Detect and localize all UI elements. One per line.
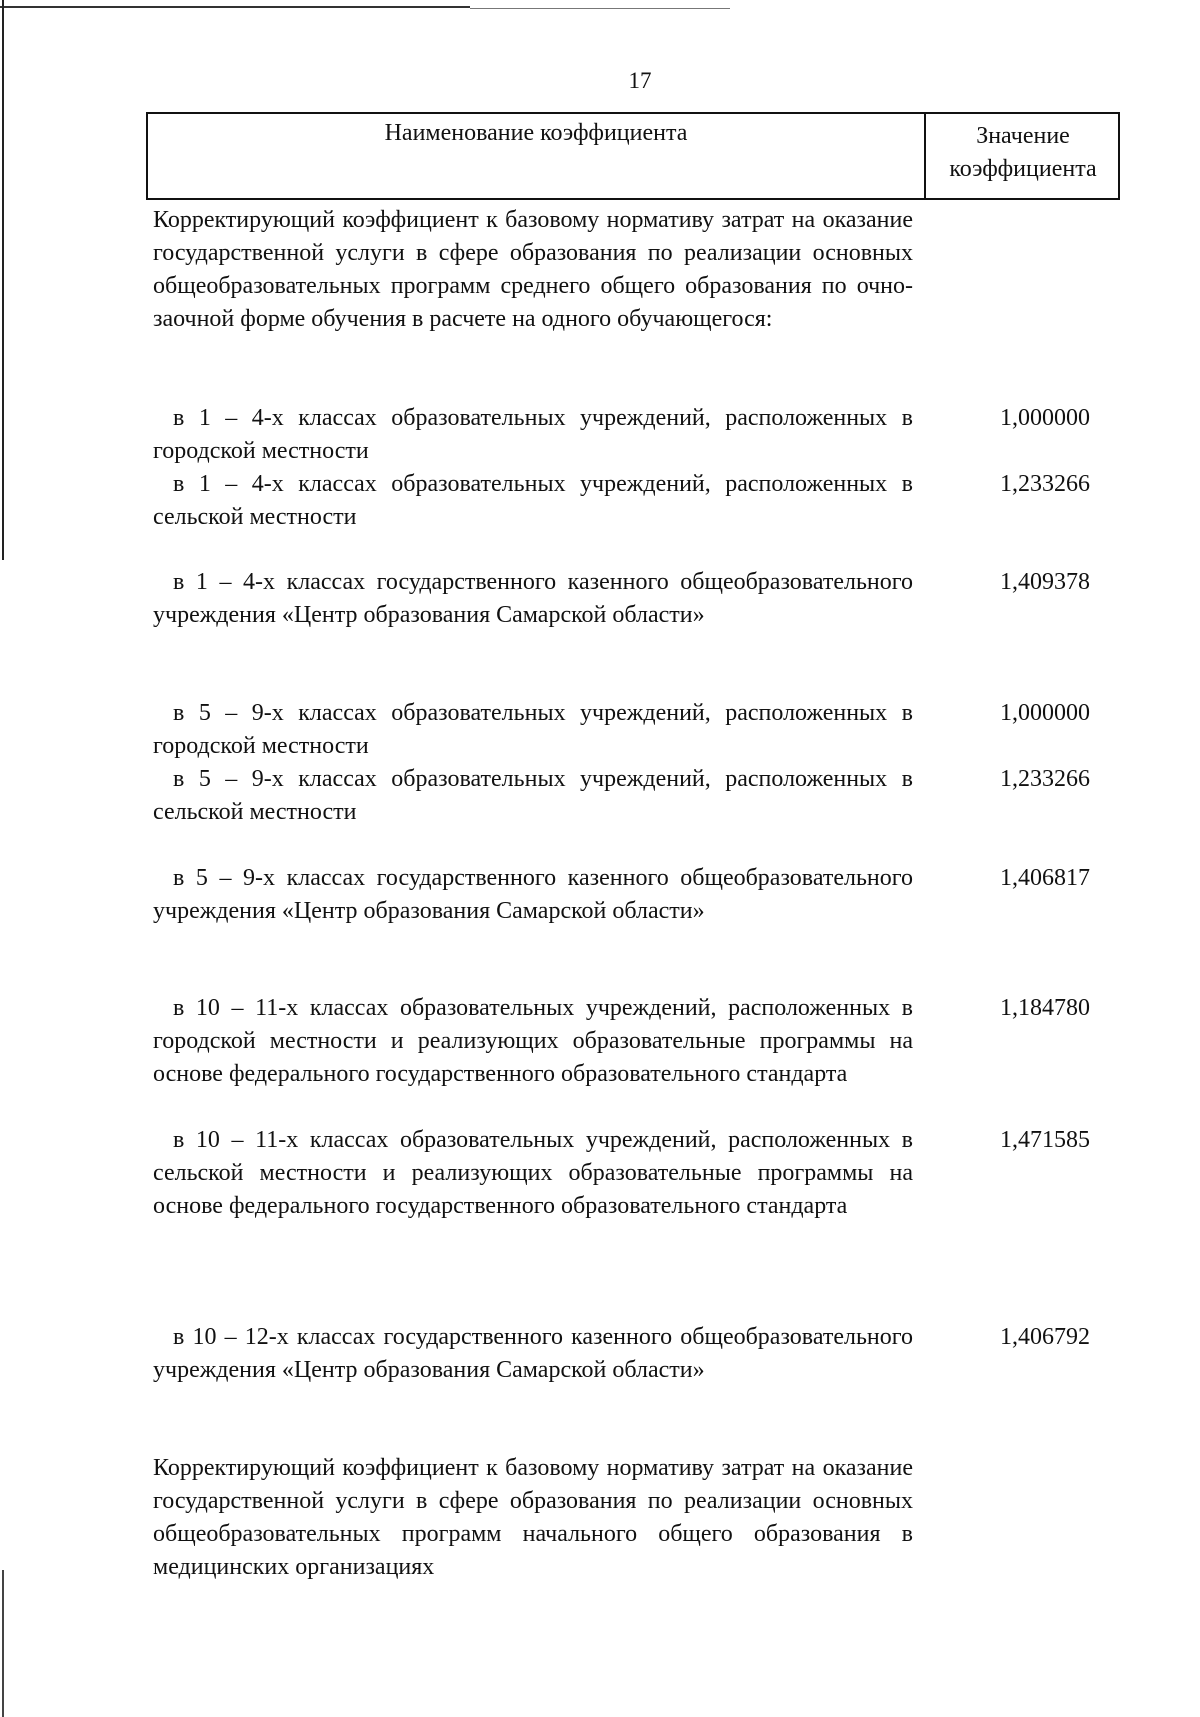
scan-artifact-left xyxy=(2,0,4,560)
row-6-value: 1,406817 xyxy=(1000,865,1090,891)
row-4-value: 1,000000 xyxy=(1000,700,1090,726)
page-number: 17 xyxy=(628,68,652,93)
row-1-text: в 1 – 4-х классах образовательных учреждений, расположенных в городской местности xyxy=(153,405,913,464)
row-2-text: в 1 – 4-х классах образовательных учреждений, расположенных в сельской местности xyxy=(153,471,913,530)
row-3-text: в 1 – 4-х классах государственного казенного общеобразовательного учреждения «Центр образования Самарской области» xyxy=(153,569,913,628)
row-4-text: в 5 – 9-х классах образовательных учреждений, расположенных в городской местности xyxy=(153,700,913,759)
row-8-value: 1,471585 xyxy=(1000,1127,1090,1153)
row-1-value: 1,000000 xyxy=(1000,405,1090,431)
row-6-text: в 5 – 9-х классах государственного казенного общеобразовательного учреждения «Центр образования Самарской области» xyxy=(153,865,913,924)
row-5-value: 1,233266 xyxy=(1000,766,1090,792)
row-3-value: 1,409378 xyxy=(1000,569,1090,595)
scan-artifact-top xyxy=(0,6,470,8)
header-value-label xyxy=(926,120,1120,186)
header-value-line2: коэффициента xyxy=(949,156,1097,182)
header-value-line1: Значение xyxy=(976,123,1070,149)
row-2-value: 1,233266 xyxy=(1000,471,1090,497)
scan-artifact-left-lower xyxy=(2,1570,4,1717)
row-9-text: в 10 – 12-х классах государственного казенного общеобразовательного учреждения «Центр образования Самарской области» xyxy=(153,1324,913,1383)
row-9-value: 1,406792 xyxy=(1000,1324,1090,1350)
scan-artifact-top-thin xyxy=(470,8,730,9)
table-header xyxy=(146,112,1120,200)
header-name-label: Наименование коэффициента xyxy=(384,120,688,146)
row-8-text: в 10 – 11-х классах образовательных учреждений, расположенных в сельской местности и реализующих образовательные программы на основе федерального государственного образовательного стандарта xyxy=(153,1127,913,1219)
row-7-text: в 10 – 11-х классах образовательных учреждений, расположенных в городской местности и реализующих образовательные программы на основе федерального государственного образовательного стандарта xyxy=(153,995,913,1087)
closing-paragraph: Корректирующий коэффициент к базовому нормативу затрат на оказание государственной услуги в сфере образования по реализации основных общеобразовательных программ начального общего образования в медицинских организациях xyxy=(153,1455,913,1580)
row-7-value: 1,184780 xyxy=(1000,995,1090,1021)
row-5-text: в 5 – 9-х классах образовательных учреждений, расположенных в сельской местности xyxy=(153,766,913,825)
intro-paragraph: Корректирующий коэффициент к базовому нормативу затрат на оказание государственной услуги в сфере образования по реализации основных общеобразовательных программ среднего общего образования по очно-заочной форме обучения в расчете на одного обучающегося: xyxy=(153,207,913,332)
